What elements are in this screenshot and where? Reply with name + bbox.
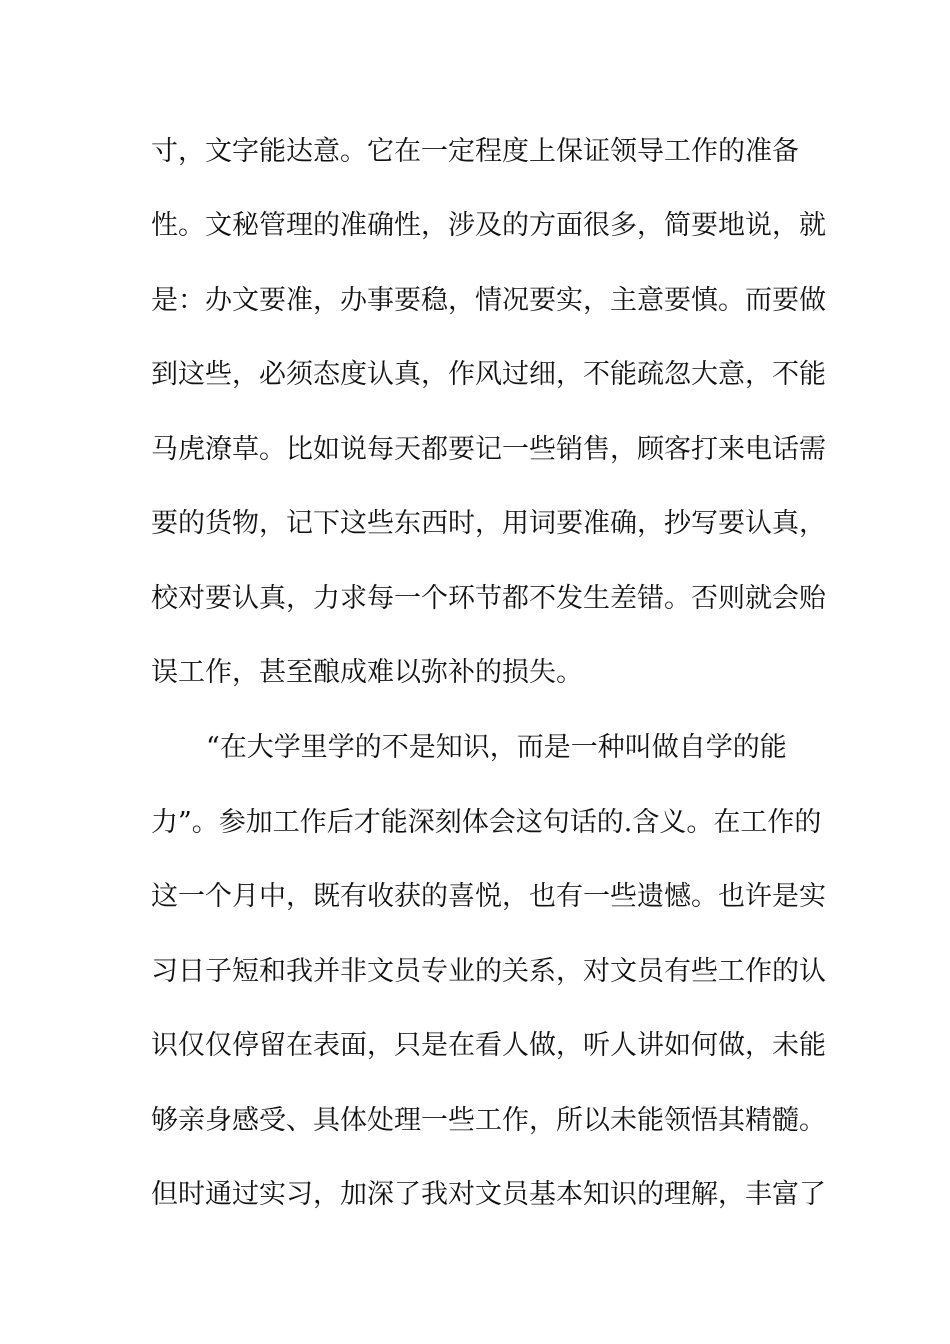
text-line: 是：办文要准，办事要稳，情况要实，主意要慎。而要做	[151, 285, 826, 316]
text-line: 要的货物，记下这些东西时，用词要准确，抄写要认真，	[151, 508, 826, 539]
text-line: 习日子短和我并非文员专业的关系，对文员有些工作的认	[151, 956, 826, 987]
text-line: 校对要认真，力求每一个环节都不发生差错。否则就会贻	[151, 583, 826, 614]
text-line: 马虎潦草。比如说每天都要记一些销售，顾客打来电话需	[151, 434, 826, 465]
text-line: 这一个月中，既有收获的喜悦，也有一些遗憾。也许是实	[151, 881, 826, 912]
text-line: 力”。参加工作后才能深刻体会这句话的.含义。在工作的	[151, 807, 822, 838]
text-line: 识仅仅停留在表面，只是在看人做，听人讲如何做，未能	[151, 1030, 826, 1061]
text-line: 到这些，必须态度认真，作风过细，不能疏忽大意，不能	[151, 359, 826, 390]
text-line: 够亲身感受、具体处理一些工作，所以未能领悟其精髓。	[151, 1105, 826, 1136]
text-line: 性。文秘管理的准确性，涉及的方面很多，简要地说，就	[151, 210, 826, 241]
text-line: 但时通过实习，加深了我对文员基本知识的理解，丰富了	[151, 1179, 826, 1210]
text-line: 误工作，甚至酿成难以弥补的损失。	[151, 657, 583, 688]
text-line: 寸，文字能达意。它在一定程度上保证领导工作的准备	[151, 136, 799, 167]
paragraph-first-line: “在大学里学的不是知识，而是一种叫做自学的能	[206, 732, 787, 763]
